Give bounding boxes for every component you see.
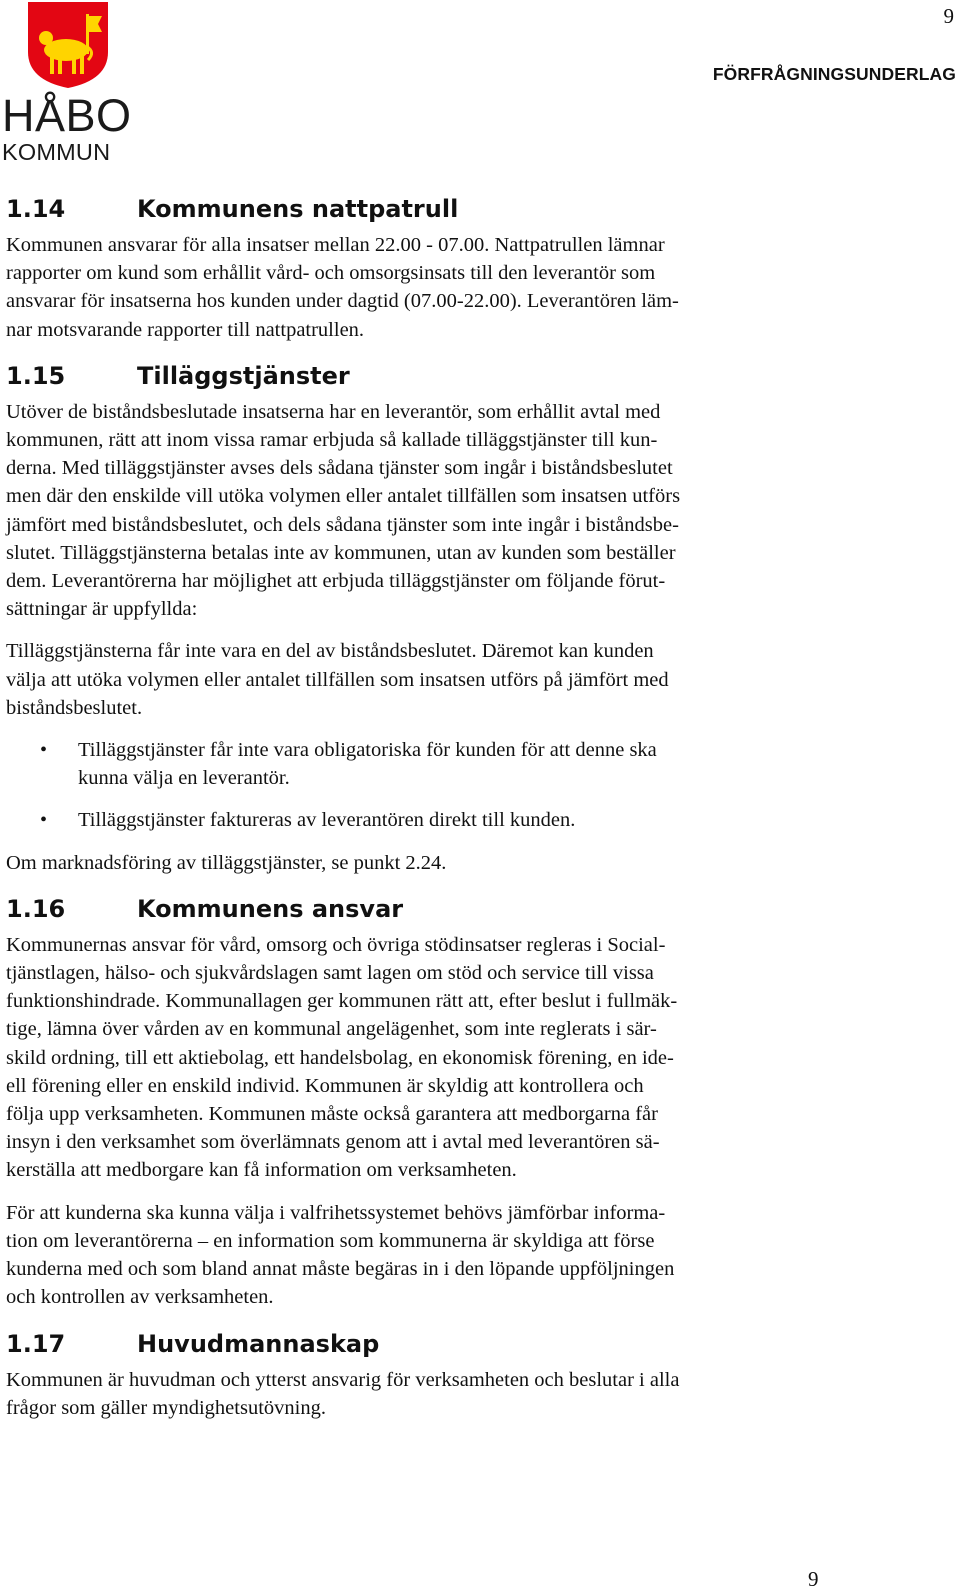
bullet-icon: • <box>40 739 48 762</box>
section-heading <box>6 187 818 231</box>
paragraph: För att kunderna ska kunna välja i valfrihetssystemet behövs jämförbar informa- tion om leverantörerna – en information som kommunerna är skyldiga att förse kunderna med och som bland annat måste begäras in i den löpande uppföljningen och kontrollen av verksamheten. <box>6 1201 675 1309</box>
section-title: Kommunens ansvar <box>137 894 404 923</box>
bullet-icon: • <box>40 809 48 832</box>
municipality-name <box>2 92 136 164</box>
page-number-bottom: 9 <box>808 1567 819 1591</box>
section-number: 1.14 <box>6 195 66 223</box>
section-heading <box>6 1322 818 1366</box>
section-title: Kommunens nattpatrull <box>137 195 459 223</box>
bullet-list <box>6 736 818 835</box>
section-heading <box>6 887 818 931</box>
paragraph: Om marknadsföring av tilläggstjänster, se punkt 2.24. <box>6 851 447 874</box>
document-body <box>6 187 818 1422</box>
paragraph: Kommunen ansvarar för alla insatser mellan 22.00 - 07.00. Nattpatrullen lämnar rapporter om kund som erhållit vård- och omsorgsinsats till den leverantör som ansvarar för insatserna hos kunden under dagtid (07.00-22.00). Leverantören läm- nar motsvarande rapporter till nattpatrullen. <box>6 234 679 341</box>
section-number: 1.17 <box>6 1329 66 1358</box>
list-item: • Tilläggstjänster faktureras av leverantören direkt till kunden. <box>6 806 818 834</box>
paragraph: Kommunernas ansvar för vård, omsorg och övriga stödinsatser regleras i Social- tjänstlagen, hälso- och sjukvårdslagen samt lagen om stöd och service till vissa funktionshindrade. Kommunallagen ger kommunen rätt att, efter beslut i fullmäk- tige, lämna över vården av en kommunal angelägenhet, som inte reglerats i sär- skild ordning, till ett aktiebolag, ett handelsbolag, en ekonomisk förening, en ide- ell förening eller en enskild individ. Kommunen är skyldig att kontrollera och följa upp verksamheten. Kommunen måste också garantera att medborgarna får insyn i den verksamhet som överlämnats genom att i avtal med leverantören sä- kerställa att medborgare kan få information om verksamheten. <box>6 933 678 1182</box>
habo-kommun-logo <box>2 0 134 168</box>
page-number-top: 9 <box>943 4 954 28</box>
coat-of-arms-icon <box>26 0 110 90</box>
logo-name-line2: KOMMUN <box>2 139 111 165</box>
document-label: FÖRFRÅGNINGSUNDERLAG <box>712 64 956 84</box>
logo-name-line1: HÅBO <box>2 90 132 141</box>
list-item: • Tilläggstjänster får inte vara obligatoriska för kunden för att denne ska kunna välja en leverantör. <box>6 736 818 792</box>
paragraph: Tilläggstjänsterna får inte vara en del av biståndsbeslutet. Däremot kan kunden välja att utöka volymen eller antalet tillfällen som insatsen utförs på jämfört med biståndsbeslutet. <box>6 640 669 719</box>
paragraph: Utöver de biståndsbeslutade insatserna har en leverantör, som erhållit avtal med kommunen, rätt att inom vissa ramar erbjuda så kallade tilläggstjänster till kun- derna. Med tilläggstjänster avses dels sådana tjänster som ingår i biståndsbeslutet men där den enskilde vill utöka volymen eller antalet tillfällen som insatsen utförs jämfört med biståndsbeslutet, och dels sådana tjänster som inte ingår i biståndsbe- slutet. Tilläggstjänsterna betalas inte av kommunen, utan av kunden som beställer dem. Leverantörerna har möjlighet att erbjuda tilläggstjänster om följande förut- sättningar är uppfyllda: <box>6 400 681 621</box>
section-title: Tilläggstjänster <box>137 361 350 390</box>
paragraph: Kommunen är huvudman och ytterst ansvarig för verksamheten och beslutar i alla frågor som gäller myndighetsutövning. <box>6 1368 680 1419</box>
section-number: 1.16 <box>6 894 66 923</box>
section-title: Huvudmannaskap <box>137 1329 380 1358</box>
section-heading <box>6 354 818 398</box>
section-number: 1.15 <box>6 361 66 390</box>
